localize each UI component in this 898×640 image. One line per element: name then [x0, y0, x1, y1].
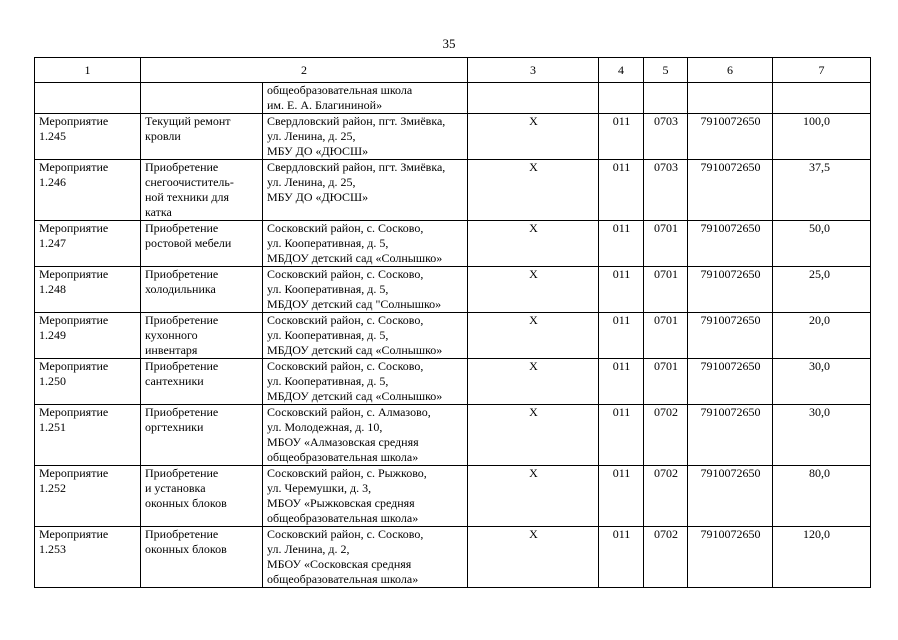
description-cell — [141, 313, 263, 359]
col4-cell: 011 — [599, 267, 644, 313]
event-cell — [35, 221, 141, 267]
address-line: МБУ ДО «ДЮСШ» — [267, 190, 369, 204]
continuation-c6 — [688, 83, 773, 114]
continuation-address-line: им. Е. А. Благининой» — [267, 98, 383, 112]
event-line: 1.251 — [39, 420, 66, 434]
col6-cell: 7910072650 — [688, 405, 773, 466]
table-row — [35, 313, 871, 359]
address-line: ул. Кооперативная, д. 5, — [267, 374, 389, 388]
event-line: 1.248 — [39, 282, 66, 296]
description-line: оконных блоков — [145, 542, 227, 556]
event-cell — [35, 466, 141, 527]
description-line: Приобретение — [145, 405, 219, 419]
amount-cell: 20,0 — [773, 313, 871, 359]
address-cell — [263, 313, 468, 359]
event-cell — [35, 160, 141, 221]
col5-cell: 0701 — [644, 313, 688, 359]
description-line: ростовой мебели — [145, 236, 232, 250]
col3-cell: X — [468, 527, 599, 588]
header-cell-6: 6 — [688, 58, 773, 83]
event-cell — [35, 267, 141, 313]
address-cell — [263, 405, 468, 466]
address-line: МБДОУ детский сад "Солнышко» — [267, 297, 442, 311]
table-row — [35, 466, 871, 527]
address-line: МБОУ «Алмазовская средняя — [267, 435, 419, 449]
description-line: сантехники — [145, 374, 204, 388]
event-line: Мероприятие — [39, 527, 109, 541]
continuation-desc-cell — [141, 83, 263, 114]
col6-cell: 7910072650 — [688, 313, 773, 359]
continuation-c7 — [773, 83, 871, 114]
address-line: Сосковский район, с. Сосково, — [267, 313, 424, 327]
col3-cell: X — [468, 466, 599, 527]
description-cell — [141, 359, 263, 405]
col6-cell: 7910072650 — [688, 267, 773, 313]
event-line: 1.250 — [39, 374, 66, 388]
col6-cell: 7910072650 — [688, 359, 773, 405]
description-cell — [141, 221, 263, 267]
address-cell — [263, 527, 468, 588]
address-line: Сосковский район, с. Сосково, — [267, 527, 424, 541]
table-row — [35, 359, 871, 405]
event-cell — [35, 114, 141, 160]
description-line: инвентаря — [145, 343, 198, 357]
event-line: 1.253 — [39, 542, 66, 556]
event-line: Мероприятие — [39, 359, 109, 373]
address-line: МБДОУ детский сад «Солнышко» — [267, 343, 443, 357]
address-line: МБУ ДО «ДЮСШ» — [267, 144, 369, 158]
budget-table — [34, 57, 871, 588]
address-line: общеобразовательная школа» — [267, 511, 419, 525]
address-line: общеобразовательная школа» — [267, 450, 419, 464]
address-cell — [263, 466, 468, 527]
address-line: общеобразовательная школа» — [267, 572, 419, 586]
continuation-c5 — [644, 83, 688, 114]
table-row — [35, 405, 871, 466]
header-row — [35, 58, 871, 83]
event-line: Мероприятие — [39, 160, 109, 174]
description-line: Приобретение — [145, 221, 219, 235]
amount-cell: 100,0 — [773, 114, 871, 160]
col3-cell: X — [468, 313, 599, 359]
amount-cell: 37,5 — [773, 160, 871, 221]
col5-cell: 0701 — [644, 221, 688, 267]
description-line: Приобретение — [145, 160, 219, 174]
col5-cell: 0701 — [644, 267, 688, 313]
event-line: Мероприятие — [39, 221, 109, 235]
description-line: Текущий ремонт — [145, 114, 231, 128]
address-line: ул. Черемушки, д. 3, — [267, 481, 372, 495]
event-line: Мероприятие — [39, 313, 109, 327]
col3-cell: X — [468, 221, 599, 267]
description-cell — [141, 527, 263, 588]
col3-cell: X — [468, 267, 599, 313]
address-line: Свердловский район, пгт. Змиёвка, — [267, 160, 446, 174]
address-cell — [263, 221, 468, 267]
col6-cell: 7910072650 — [688, 527, 773, 588]
event-line: 1.249 — [39, 328, 66, 342]
address-line: ул. Кооперативная, д. 5, — [267, 236, 389, 250]
event-cell — [35, 313, 141, 359]
address-line: ул. Ленина, д. 25, — [267, 129, 356, 143]
continuation-event-cell — [35, 83, 141, 114]
address-line: ул. Кооперативная, д. 5, — [267, 282, 389, 296]
amount-cell: 30,0 — [773, 405, 871, 466]
description-line: Приобретение — [145, 359, 219, 373]
address-line: Сосковский район, с. Рыжково, — [267, 466, 427, 480]
header-cell-1: 1 — [35, 58, 141, 83]
col6-cell: 7910072650 — [688, 466, 773, 527]
description-cell — [141, 466, 263, 527]
description-line: холодильника — [145, 282, 216, 296]
amount-cell: 80,0 — [773, 466, 871, 527]
col4-cell: 011 — [599, 527, 644, 588]
address-cell — [263, 267, 468, 313]
continuation-c3 — [468, 83, 599, 114]
continuation-address-line: общеобразовательная школа — [267, 83, 413, 97]
header-cell-5: 5 — [644, 58, 688, 83]
description-line: снегоочиститель- — [145, 175, 234, 189]
col3-cell: X — [468, 359, 599, 405]
amount-cell: 50,0 — [773, 221, 871, 267]
col3-cell: X — [468, 114, 599, 160]
event-cell — [35, 527, 141, 588]
address-cell — [263, 114, 468, 160]
event-cell — [35, 359, 141, 405]
address-line: Свердловский район, пгт. Змиёвка, — [267, 114, 446, 128]
event-line: 1.246 — [39, 175, 66, 189]
col6-cell: 7910072650 — [688, 221, 773, 267]
address-line: Сосковский район, с. Сосково, — [267, 359, 424, 373]
amount-cell: 25,0 — [773, 267, 871, 313]
col4-cell: 011 — [599, 466, 644, 527]
col3-cell: X — [468, 160, 599, 221]
address-line: МБДОУ детский сад «Солнышко» — [267, 251, 443, 265]
table-row — [35, 160, 871, 221]
address-line: ул. Ленина, д. 2, — [267, 542, 350, 556]
col4-cell: 011 — [599, 405, 644, 466]
description-line: Приобретение — [145, 313, 219, 327]
continuation-c4 — [599, 83, 644, 114]
description-line: оргтехники — [145, 420, 204, 434]
address-line: ул. Кооперативная, д. 5, — [267, 328, 389, 342]
address-line: ул. Ленина, д. 25, — [267, 175, 356, 189]
description-cell — [141, 267, 263, 313]
description-line: Приобретение — [145, 527, 219, 541]
page-number: 35 — [442, 36, 456, 51]
description-cell — [141, 114, 263, 160]
description-line: кухонного — [145, 328, 198, 342]
address-line: МБОУ «Рыжковская средняя — [267, 496, 415, 510]
col6-cell: 7910072650 — [688, 114, 773, 160]
description-line: ной техники для — [145, 190, 229, 204]
col5-cell: 0702 — [644, 527, 688, 588]
header-cell-4: 4 — [599, 58, 644, 83]
col5-cell: 0702 — [644, 405, 688, 466]
table-body — [35, 58, 871, 588]
col5-cell: 0701 — [644, 359, 688, 405]
header-cell-2: 2 — [141, 58, 468, 83]
address-line: МБОУ «Сосковская средняя — [267, 557, 412, 571]
amount-cell: 30,0 — [773, 359, 871, 405]
address-cell — [263, 359, 468, 405]
description-line: и установка — [145, 481, 206, 495]
address-line: МБДОУ детский сад «Солнышко» — [267, 389, 443, 403]
col6-cell: 7910072650 — [688, 160, 773, 221]
col4-cell: 011 — [599, 160, 644, 221]
event-line: 1.247 — [39, 236, 66, 250]
table-row — [35, 221, 871, 267]
event-line: Мероприятие — [39, 114, 109, 128]
event-cell — [35, 405, 141, 466]
table-row — [35, 527, 871, 588]
event-line: 1.245 — [39, 129, 66, 143]
col4-cell: 011 — [599, 313, 644, 359]
event-line: Мероприятие — [39, 466, 109, 480]
description-cell — [141, 160, 263, 221]
address-line: ул. Молодежная, д. 10, — [267, 420, 383, 434]
col5-cell: 0702 — [644, 466, 688, 527]
description-line: оконных блоков — [145, 496, 227, 510]
address-line: Сосковский район, с. Сосково, — [267, 267, 424, 281]
description-line: Приобретение — [145, 466, 219, 480]
event-line: Мероприятие — [39, 405, 109, 419]
col3-cell: X — [468, 405, 599, 466]
description-line: кровли — [145, 129, 181, 143]
col5-cell: 0703 — [644, 114, 688, 160]
address-cell — [263, 160, 468, 221]
address-line: Сосковский район, с. Сосково, — [267, 221, 424, 235]
description-line: Приобретение — [145, 267, 219, 281]
table-row — [35, 267, 871, 313]
col5-cell: 0703 — [644, 160, 688, 221]
amount-cell: 120,0 — [773, 527, 871, 588]
address-line: Сосковский район, с. Алмазово, — [267, 405, 431, 419]
description-line: катка — [145, 205, 172, 219]
description-cell — [141, 405, 263, 466]
header-cell-3: 3 — [468, 58, 599, 83]
header-cell-7: 7 — [773, 58, 871, 83]
col4-cell: 011 — [599, 359, 644, 405]
event-line: Мероприятие — [39, 267, 109, 281]
continuation-address-cell — [263, 83, 468, 114]
col4-cell: 011 — [599, 114, 644, 160]
table-row — [35, 114, 871, 160]
col4-cell: 011 — [599, 221, 644, 267]
continuation-row — [35, 83, 871, 114]
event-line: 1.252 — [39, 481, 66, 495]
